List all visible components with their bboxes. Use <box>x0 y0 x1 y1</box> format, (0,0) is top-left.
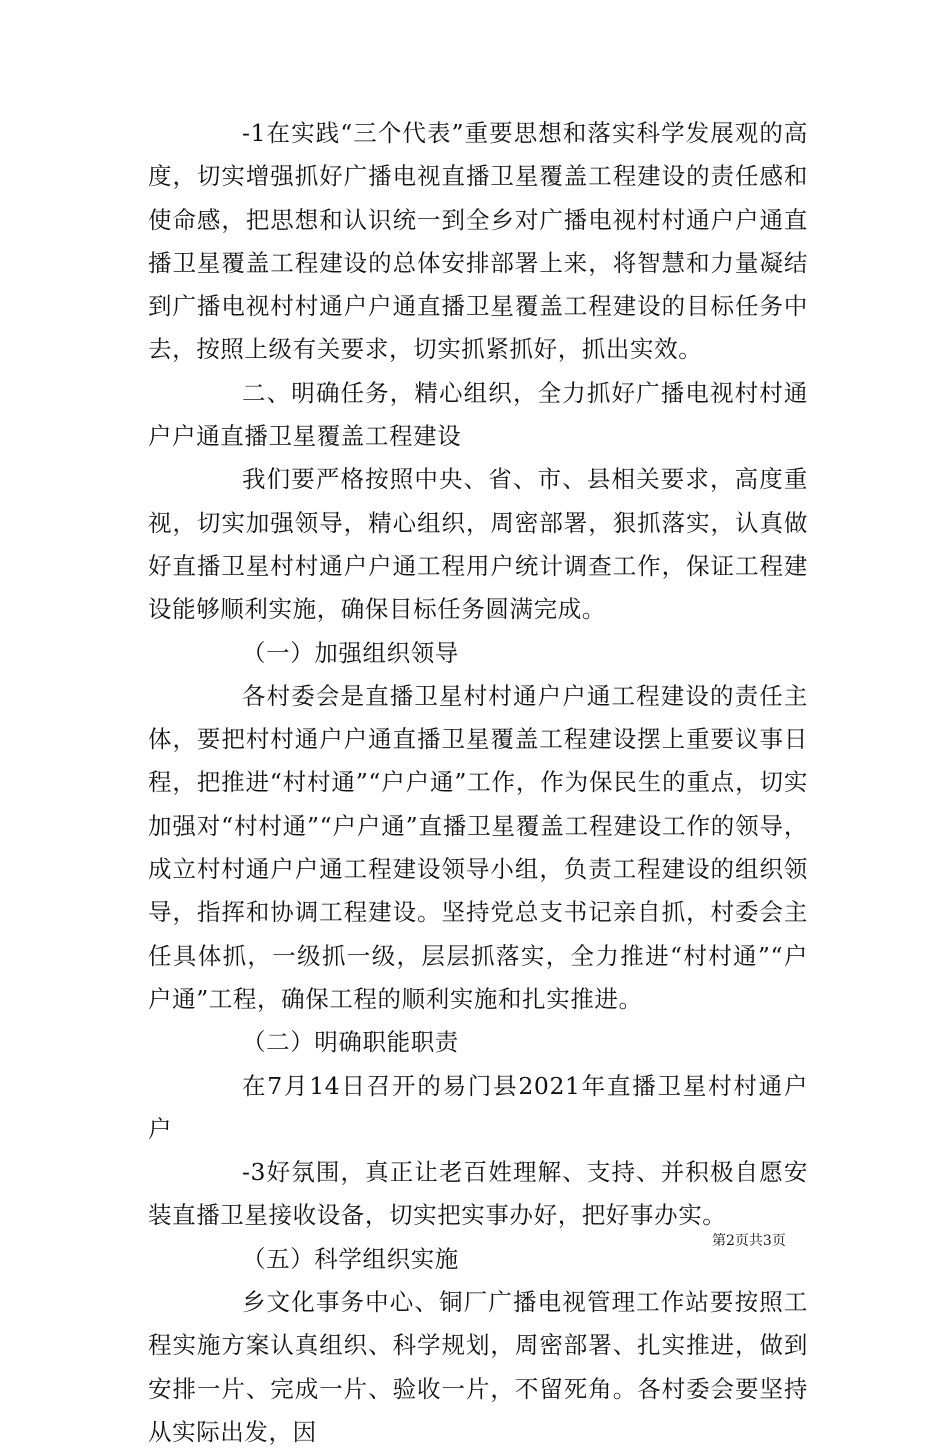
subsection-heading-5: （五）科学组织实施 <box>242 1244 459 1273</box>
paragraph-2: 我们要严格按照中央、省、市、县相关要求，高度重视，切实加强领导，精心组织，周密部署，狠抓落实，认真做好直播卫星村村通户户通工程用户统计调查工作，保证工程建设能够顺利实施，确保目标任务圆满完成。 <box>148 465 808 624</box>
section-heading-2: 二、明确任务，精心组织，全力抓好广播电视村村通户户通直播卫星覆盖工程建设 <box>148 378 808 451</box>
subsection-heading-1: （一）加强组织领导 <box>242 638 459 667</box>
document-body <box>148 112 808 1454</box>
paragraph-5: -3好氛围，真正让老百姓理解、支持、并积极自愿安装直播卫星接收设备，切实把实事办好，把好事办实。 <box>148 1158 808 1230</box>
paragraph-6: 乡文化事务中心、铜厂广播电视管理工作站要按照工程实施方案认真组织、科学规划，周密部署、扎实推进，做到安排一片、完成一片、验收一片，不留死角。各村委会要坚持从实际出发，因 <box>148 1288 808 1446</box>
paragraph-3: 各村委会是直播卫星村村通户户通工程建设的责任主体，要把村村通户户通直播卫星覆盖工程建设摆上重要议事日程，把推进“村村通”“户户通”工作，作为保民生的重点，切实加强对“村村通”“户户通”直播卫星覆盖工程建设工作的领导，成立村村通户户通工程建设领导小组，负责工程建设的组织领导，指挥和协调工程建设。坚持党总支书记亲自抓，村委会主任具体抓，一级抓一级，层层抓落实，全力推进“村村通”“户户通”工程，确保工程的顺利实施和扎实推进。 <box>148 681 808 1013</box>
page-number-footer: 第2页共3页 <box>712 1233 786 1249</box>
paragraph-1: -1在实践“三个代表”重要思想和落实科学发展观的高度，切实增强抓好广播电视直播卫星覆盖工程建设的责任感和使命感，把思想和认识统一到全乡对广播电视村村通户户通直播卫星覆盖工程建设的总体安排部署上来，将智慧和力量凝结到广播电视村村通户户通直播卫星覆盖工程建设的目标任务中去，按照上级有关要求，切实抓紧抓好，抓出实效。 <box>148 119 808 364</box>
subsection-heading-2: （二）明确职能职责 <box>242 1028 459 1057</box>
paragraph-4: 在7月14日召开的易门县2021年直播卫星村村通户户 <box>148 1071 808 1143</box>
